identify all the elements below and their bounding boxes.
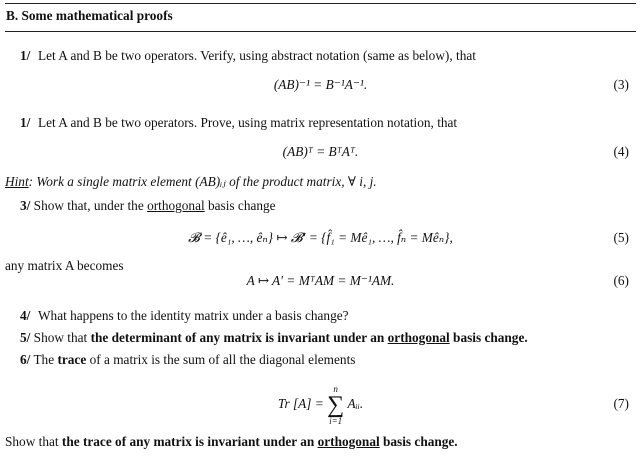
top-rule [5,3,636,4]
header-rule [5,31,636,32]
section-title: B. Some mathematical proofs [6,8,173,23]
sum-symbol: ∑ [327,392,345,418]
equation-number: (5) [613,230,629,245]
final-text-a: Show that [5,434,59,449]
final-bold: the trace of any matrix is invariant under an [61,434,315,449]
question-text-a: Show that, under the [33,198,144,213]
question-number: 4/ [20,308,31,323]
question-number: 5/ [20,330,31,345]
trace-bold: trace [57,352,87,367]
hint-line [5,174,377,190]
equation-number: (3) [613,77,629,92]
question-line [20,330,528,346]
equation-rhs: Aᵢᵢ. [347,396,364,412]
sum-upper: n [333,384,338,394]
question-bold-b: basis change. [453,330,528,345]
equation: A ↦ A′ = MᵀAM = M⁻¹AM. [246,273,395,288]
question-text-a: The [33,352,55,367]
orthogonal-link: orthogonal [317,434,380,449]
question-text: Let A and B be two operators. Verify, using abstract notation (same as below), that [38,48,476,63]
equation [0,384,641,426]
summation [327,384,344,426]
becomes-text: any matrix A becomes [5,258,124,273]
orthogonal-link: orthogonal [147,198,205,213]
question-line [20,198,276,214]
equation: (AB)⁻¹ = B⁻¹A⁻¹. [273,77,368,92]
question-number: 6/ [20,352,31,367]
question-text-a: Show that [33,330,88,345]
final-bold-b: basis change. [383,434,458,449]
equation: 𝓑 = {ê₁, …, êₙ} ↦ 𝓑′ = {f̂₁ = Mê₁, …, f̂ₙ = Mêₙ}, [188,230,453,245]
question-bold-a: the determinant of any matrix is invariant under an [90,330,385,345]
hint-text: : Work a single matrix element (AB)ᵢⱼ of the product matrix, ∀ i, j. [28,174,377,189]
equation: (AB)ᵀ = BᵀAᵀ. [282,144,359,159]
equation-number: (7) [613,396,629,411]
equation-number: (6) [613,273,629,288]
question-number: 3/ [20,198,31,213]
sum-lower: i=1 [329,416,343,426]
final-text [5,434,458,450]
equation-7 [0,384,641,426]
equation-lhs: Tr [A] = [277,396,324,412]
question-text-b: of a matrix is the sum of all the diagonal elements [89,352,356,367]
question-number: 1/ [20,115,31,130]
question-text-b: basis change [208,198,276,213]
question-number: 1/ [20,48,31,63]
hint-label: Hint [5,174,29,189]
orthogonal-link: orthogonal [387,330,450,345]
question-text: Let A and B be two operators. Prove, using matrix representation notation, that [38,115,458,130]
question-line [20,352,355,368]
equation-number: (4) [613,144,629,159]
question-text: What happens to the identity matrix under a basis change? [38,308,349,323]
